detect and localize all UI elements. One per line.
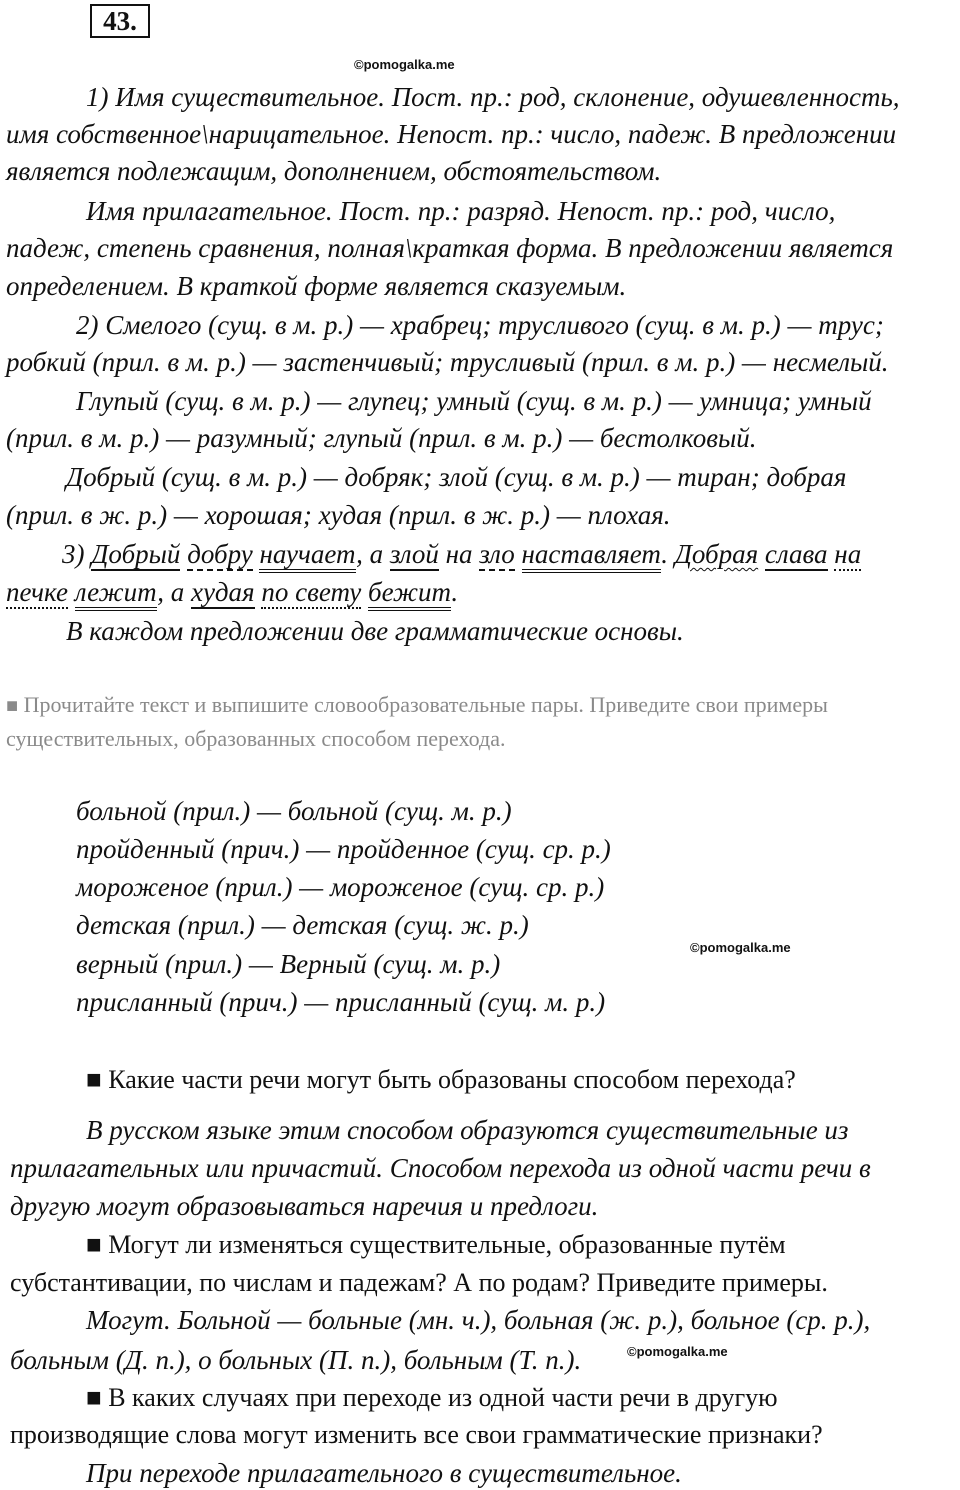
answer-line: Имя прилагательное. Пост. пр.: разряд. Непост. пр.: род, число,: [86, 196, 836, 226]
answer-line: прилагательных или причастий. Способом перехода из одной части речи в: [10, 1153, 871, 1183]
question: ■ Какие части речи могут быть образованы способом перехода?: [86, 1065, 796, 1094]
answer-line: является подлежащим, дополнением, обстоятельством.: [6, 156, 662, 186]
task-line-1: ■ Прочитайте текст и выпишите словообразовательные пары. Приведите свои примеры: [6, 692, 828, 717]
conjunction: , а: [157, 577, 185, 607]
word-pair: верный (прил.) — Верный (сущ. м. р.): [76, 949, 501, 979]
answer-line: другую могут образовываться наречия и предлоги.: [10, 1191, 599, 1221]
parsed-sentence-line-2: [6, 577, 458, 607]
preposition: на: [445, 539, 473, 569]
attribute-word: Добрая: [674, 539, 759, 569]
predicate-word: лежит: [75, 577, 158, 611]
circumstance-word: по свету: [261, 577, 362, 607]
question: субстантивации, по числам и падежам? А по родам? Приведите примеры.: [10, 1268, 828, 1297]
answer-line: 1) Имя существительное. Пост. пр.: род, склонение, одушевленность,: [86, 82, 900, 112]
answer-line: Добрый (сущ. в м. р.) — добряк; злой (сущ. в м. р.) — тиран; добрая: [66, 462, 847, 492]
question: ■ Могут ли изменяться существительные, образованные путём: [86, 1230, 786, 1259]
exercise-number: 43.: [90, 4, 150, 38]
word-pair: мороженое (прил.) — мороженое (сущ. ср. р.): [76, 872, 605, 902]
answer-line: больным (Д. п.), о больных (П. п.), больным (Т. п.).: [10, 1345, 582, 1375]
parsed-sentence-line-1: [62, 539, 861, 569]
punctuation: .: [451, 577, 459, 607]
subject-word: слава: [764, 539, 828, 569]
task-line-2: существительных, образованных способом перехода.: [6, 726, 506, 751]
subject-word: Добрый: [91, 539, 181, 569]
answer-line: определением. В краткой форме является сказуемым.: [6, 271, 627, 301]
word-pair: пройденный (прич.) — пройденное (сущ. ср. р.): [76, 834, 611, 864]
predicate-word: бежит: [368, 577, 451, 611]
item-number: 3): [62, 539, 85, 569]
punctuation: .: [661, 539, 668, 569]
predicate-word: наставляет: [522, 539, 662, 573]
answer-line: (прил. в ж. р.) — хорошая; худая (прил. в ж. р.) — плохая.: [6, 500, 671, 530]
conjunction: , а: [356, 539, 384, 569]
subject-word: худая: [191, 577, 255, 607]
watermark: ©pomogalka.me: [354, 57, 455, 72]
answer-line: падеж, степень сравнения, полная\краткая форма. В предложении является: [6, 233, 894, 263]
watermark: ©pomogalka.me: [690, 940, 791, 955]
word-pair: присланный (прич.) — присланный (сущ. м. р.): [76, 987, 606, 1017]
answer-line: имя собственное\нарицательное. Непост. пр.: число, падеж. В предложении: [6, 119, 897, 149]
word-pair: больной (прил.) — больной (сущ. м. р.): [76, 796, 512, 826]
predicate-word: научает: [259, 539, 356, 573]
square-bullet-icon: ■: [6, 695, 19, 717]
answer-line: 2) Смелого (сущ. в м. р.) — храбрец; трусливого (сущ. в м. р.) — трус;: [76, 310, 884, 340]
answer-line: Могут. Больной — больные (мн. ч.), больная (ж. р.), больное (ср. р.),: [86, 1305, 871, 1335]
question: производящие слова могут изменить все свои грамматические признаки?: [10, 1420, 823, 1449]
subject-word: злой: [389, 539, 439, 569]
object-word: зло: [479, 539, 515, 569]
answer-line: робкий (прил. в м. р.) — застенчивый; трусливый (прил. в м. р.) — несмелый.: [6, 347, 889, 377]
answer-line: При переходе прилагательного в существительное.: [86, 1458, 682, 1488]
object-word: добру: [187, 539, 253, 569]
word-pair: детская (прил.) — детская (сущ. ж. р.): [76, 910, 529, 940]
question: ■ В каких случаях при переходе из одной части речи в другую: [86, 1383, 778, 1412]
circumstance-word: на: [834, 539, 862, 569]
watermark: ©pomogalka.me: [627, 1344, 728, 1359]
answer-line: В русском языке этим способом образуются существительные из: [86, 1115, 849, 1145]
circumstance-word: печке: [6, 577, 68, 607]
answer-line: Глупый (сущ. в м. р.) — глупец; умный (сущ. в м. р.) — умница; умный: [76, 386, 872, 416]
answer-note: В каждом предложении две грамматические основы.: [66, 616, 684, 646]
answer-line: (прил. в м. р.) — разумный; глупый (прил. в м. р.) — бестолковый.: [6, 423, 757, 453]
